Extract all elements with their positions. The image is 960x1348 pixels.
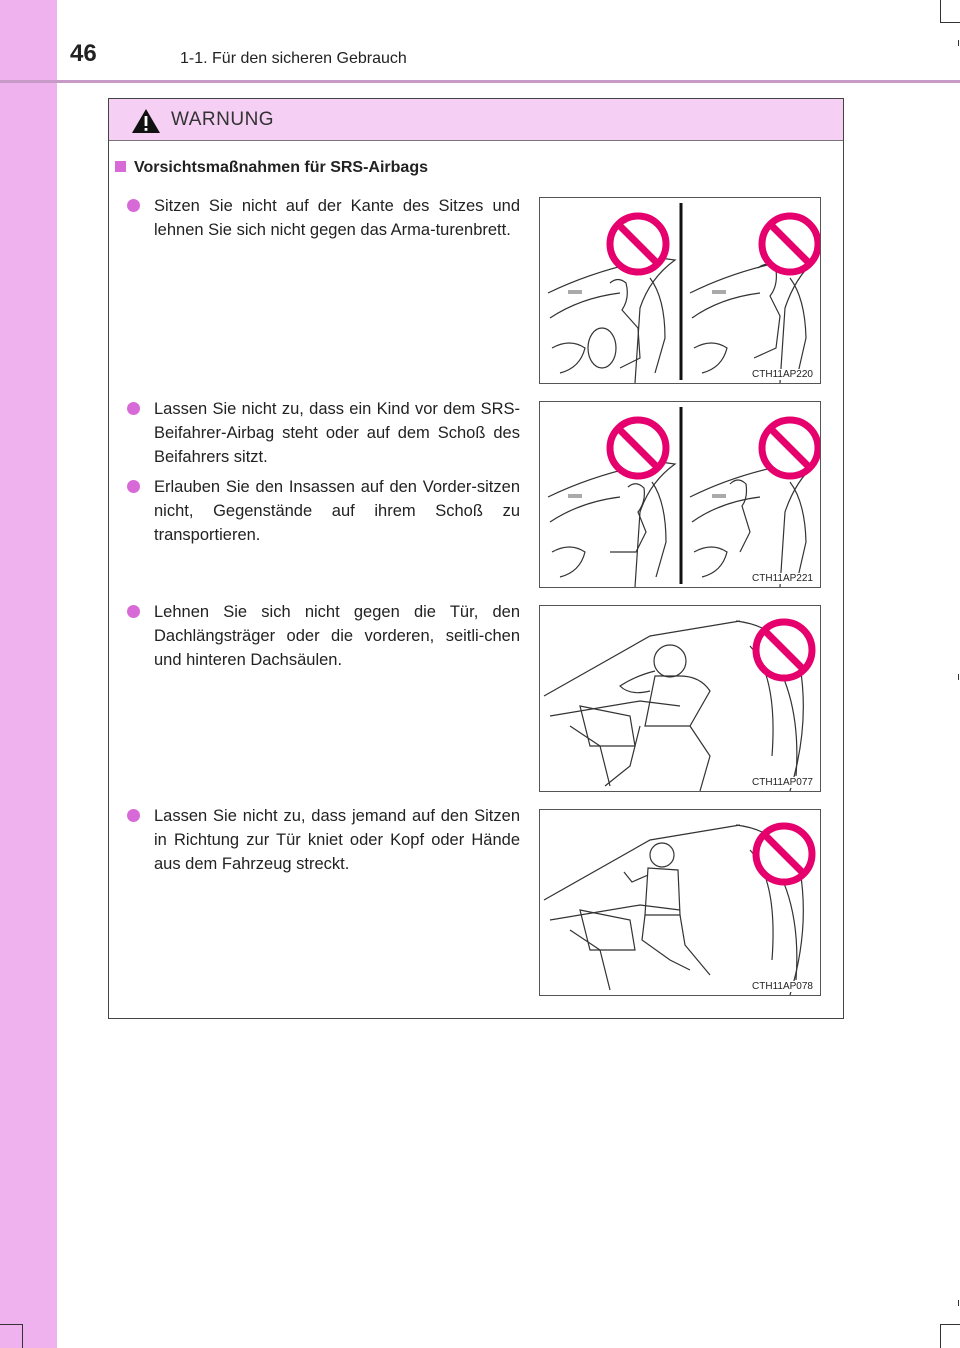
crop-mark — [22, 1324, 23, 1348]
page-number: 46 — [70, 40, 97, 67]
crop-mark — [958, 40, 959, 46]
crop-mark — [940, 1324, 941, 1348]
warning-triangle-icon — [131, 108, 161, 134]
figure-code: CTH11AP220 — [752, 369, 813, 380]
bullet-text: Erlauben Sie den Insassen auf den Vorder-sitzen nicht, Gegenstände auf ihrem Schoß zu transportieren. — [154, 478, 520, 544]
figure-code: CTH11AP077 — [752, 777, 813, 788]
header-rule — [0, 80, 960, 83]
prohibition-icon — [610, 216, 666, 272]
warning-box — [108, 98, 844, 1019]
figure-code: CTH11AP078 — [752, 981, 813, 992]
door-lean-illustration — [540, 606, 821, 792]
crop-mark — [940, 22, 960, 23]
prohibition-icon — [610, 420, 666, 476]
warning-header — [109, 99, 843, 141]
car-interior-illustration — [540, 402, 821, 588]
bullet-dot-icon — [127, 605, 140, 618]
crop-mark — [958, 674, 959, 680]
illustration-figure-2 — [539, 401, 821, 588]
illustration-figure-1 — [539, 197, 821, 384]
bullet-item — [127, 397, 520, 469]
bullet-text: Lassen Sie nicht zu, dass jemand auf den Sitzen in Richtung zur Tür kniet oder Kopf oder Hände aus dem Fahrzeug streckt. — [154, 807, 520, 873]
figure-code: CTH11AP221 — [752, 573, 813, 584]
prohibition-icon — [756, 826, 812, 882]
crop-mark — [958, 1300, 959, 1306]
crop-mark — [940, 0, 941, 22]
warning-title: WARNUNG — [171, 109, 275, 130]
illustration-figure-4 — [539, 809, 821, 996]
bullet-dot-icon — [127, 199, 140, 212]
bullet-item — [127, 475, 520, 547]
side-color-strip — [0, 0, 57, 1348]
bullet-item — [127, 804, 520, 876]
prohibition-icon — [762, 216, 818, 272]
bullet-text: Sitzen Sie nicht auf der Kante des Sitzes und lehnen Sie sich nicht gegen das Arma-turenbrett. — [154, 197, 520, 239]
subsection-title: Vorsichtsmaßnahmen für SRS-Airbags — [134, 159, 428, 176]
bullet-dot-icon — [127, 809, 140, 822]
bullet-item — [127, 600, 520, 672]
kneeling-child-illustration — [540, 810, 821, 996]
section-title: 1-1. Für den sicheren Gebrauch — [180, 50, 407, 67]
subsection-heading — [115, 159, 428, 177]
crop-mark — [0, 1324, 22, 1325]
bullet-dot-icon — [127, 480, 140, 493]
illustration-figure-3 — [539, 605, 821, 792]
prohibition-icon — [756, 622, 812, 678]
bullet-text: Lehnen Sie sich nicht gegen die Tür, den Dachlängsträger oder die vorderen, seitli-chen und hinteren Dachsäulen. — [154, 603, 520, 669]
bullet-dot-icon — [127, 402, 140, 415]
car-interior-illustration — [540, 198, 821, 384]
bullet-item — [127, 194, 520, 242]
bullet-text: Lassen Sie nicht zu, dass ein Kind vor dem SRS-Beifahrer-Airbag steht oder auf dem Schoß des Beifahrers sitzt. — [154, 400, 520, 466]
square-bullet-icon — [115, 161, 126, 172]
prohibition-icon — [762, 420, 818, 476]
crop-mark — [940, 1324, 960, 1325]
